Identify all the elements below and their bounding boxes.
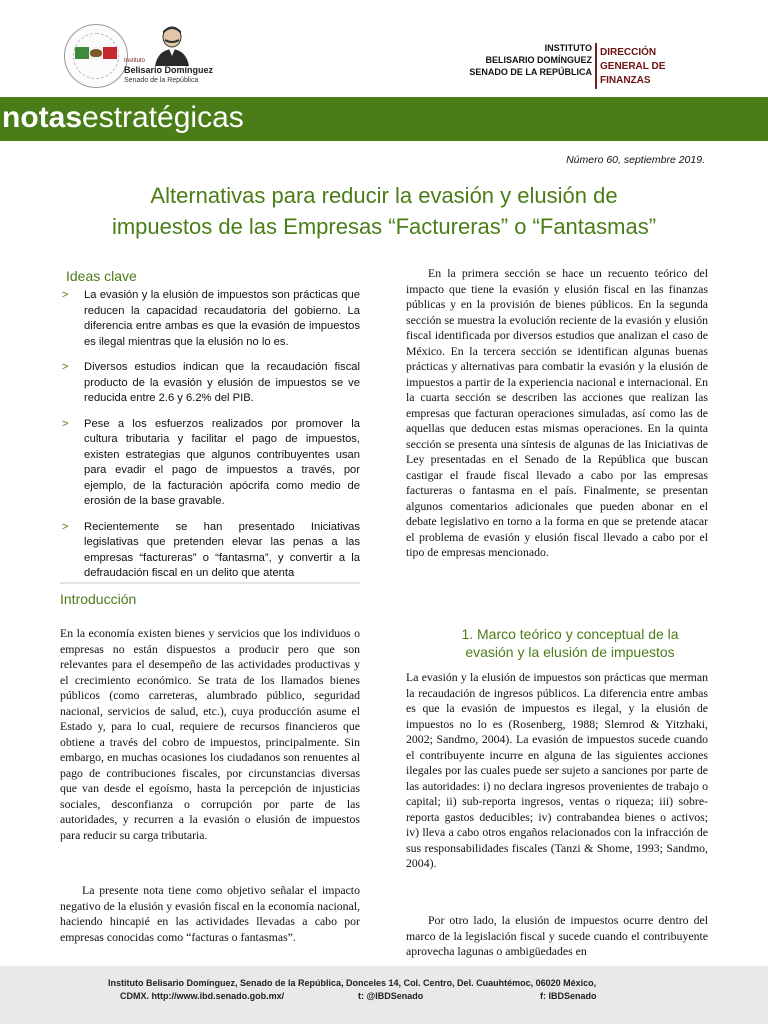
chevron-right-icon: >: [62, 417, 69, 430]
footer-facebook-link[interactable]: f: IBDSenado: [540, 991, 597, 1001]
intro-paragraph-1: En la economía existen bienes y servicios que los individuos o empresas no están dispuestos a producir pero que son relevantes para el desempeño de las actividades productivas y el crecimiento económico. Se trata de los llamados bienes públicos (como carreteras, alumbrado público, seguridad nacional, servicios de salud, etc.), cuya producción asume el Estado y, para lo cual, requiere de recursos financieros que obtiene a través del cobro de impuestos, principalmente. Sin embargo, en muchas ocasiones los ciudadanos son renuentes al pago de contribuciones fiscales, por circunstancias diversas que van desde el egoísmo, hasta la percepción de injusticias sociales, desconfianza o corrupción por parte de las autoridades, y recurren a la evasión o elusión de impuestos para reducir su carga tributaria.: [60, 626, 360, 842]
list-item: > Diversos estudios indican que la recaudación fiscal producto de la evasión y elusión de impuestos se ve reducida entre 2.6 y 6.2% del PIB.: [62, 361, 360, 404]
intro-paragraph-2: La presente nota tiene como objetivo señalar el impacto negativo de la elusión y evasión fiscal en la economía nacional, haciendo hincapié en las actividades llevadas a cabo por empresas conocidas como “facturas o fantasmas”.: [60, 883, 360, 944]
senate-seal-logo: [64, 24, 128, 88]
document-title: Alternativas para reducir la evasión y elusión de impuestos de las Empresas “Factureras” o “Fantasmas”: [111, 183, 657, 239]
belisario-portrait-icon: [150, 22, 194, 66]
intro-heading: Introducción: [60, 591, 137, 607]
header-separator: [595, 43, 597, 89]
ideas-list[interactable]: [60, 284, 360, 580]
footer-address: Instituto Belisario Domínguez, Senado de la República, Donceles 14, Col. Centro, Del. Cuauhtémoc, 06020 México,: [108, 978, 597, 988]
footer-twitter-link[interactable]: t: @IBDSenado: [358, 991, 424, 1001]
list-item: > La evasión y la elusión de impuestos son prácticas que reducen la capacidad recaudatoria del gobierno. La diferencia entre ambas es que la evasión de impuestos es ilegal mientras que la elusión no lo es.: [62, 289, 360, 348]
series-title: notasestratégicas: [2, 101, 244, 134]
overview-paragraph: En la primera sección se hace un recuento teórico del impacto que tiene la evasión y elusión fiscal en las finanzas públicas y en la provisión de bienes públicos. En la segunda sección se muestra la evolución reciente de la evasión y elusión fiscal identificada por diversos estudios que analizan el caso de México. En la tercera sección se identifican algunas buenas prácticas y alternativas para combatir la evasión y la elusión de impuestos a partir de la experiencia nacional e internacional. En la cuarta sección se describen las acciones que realizan las empresas que facturan operaciones simuladas, así como las de aquellas que deducen estas mismas operaciones. En la quinta sección se presenta una síntesis de algunas de las Iniciativas de Ley presentadas en el Senado de la República que buscan castigar el fraude fiscal llevado a cabo por las empresas factureras o fantasma en el país. Finalmente, se presentan algunos comentarios adicionales que pueden abonar en el debate legislativo en torno a la forma en que se pretende atacar el problema de evasión y elusión fiscal llevado a cabo por el tipo de empresas mencionado.: [406, 266, 709, 559]
ibd-logo-small: Instituto: [124, 58, 146, 64]
chevron-right-icon: >: [62, 289, 69, 301]
list-item: > Recientemente se han presentado Iniciativas legislativas que pretenden elevar las penas a las empresas “factureras” o “fantasma”, y convertir a la defraudación fiscal en un delito que atenta: [62, 520, 360, 579]
section-1-paragraph-1: La evasión y la elusión de impuestos son prácticas que merman la recaudación de ingresos públicos. La diferencia entre ambas es que la evasión de impuestos es ilegal, y la elusión de impuestos no lo es (Rosenberg, 1988; Slemrod & Yitzhaki, 2002; Sandmo, 2004). La evasión de impuestos sucede cuando el contribuyente incurre en alguna de las siguientes acciones ilegales por las cuales puede ser sujeto a sanciones por parte de las autoridades: i) no declara ingresos provenientes de trabajo o capital; ii) sub-reporta ingresos, ventas o riqueza; iii) sobre-reporta gastos deducibles; iv) contrabandea bienes o activos; iv) lleva a cabo otros engaños relacionados con la infracción de sus responsabilidades fiscales (Tanzi & Shome, 1993; Sandmo, 2004).: [406, 670, 708, 870]
ideas-heading: Ideas clave: [66, 268, 137, 284]
chevron-right-icon: >: [62, 361, 69, 373]
list-item: > Pese a los esfuerzos realizados por promover la cultura tributaria y facilitar el pago de impuestos, existen estrategias que algunos contribuyentes usan para evadir el pago de impuestos a través, por ejemplo, de la facturación apócrifa como medio de erosión de la base gravable.: [62, 417, 360, 507]
department-name: DIRECCIÓN GENERAL DE FINANZAS: [600, 47, 666, 86]
issue-number: Número 60, septiembre 2019.: [566, 154, 705, 166]
institute-name: INSTITUTO BELISARIO DOMÍNGUEZ SENADO DE LA REPÚBLICA: [469, 43, 592, 77]
ibd-logo-sub: Senado de la República: [124, 77, 199, 84]
section-1-heading: 1. Marco teórico y conceptual de la evasión y la elusión de impuestos: [461, 626, 679, 660]
footer-website-link[interactable]: CDMX. http://www.ibd.senado.gob.mx/: [120, 991, 285, 1001]
section-1-paragraph-2: Por otro lado, la elusión de impuestos ocurre dentro del marco de la legislación fiscal y sucede cuando el contribuyente aprovecha lagunas o ambigüedades en: [406, 913, 708, 958]
ibd-logo-name: Belisario Domínguez: [124, 65, 214, 75]
ideas-scrollbar[interactable]: [60, 582, 360, 584]
chevron-right-icon: >: [62, 520, 69, 533]
